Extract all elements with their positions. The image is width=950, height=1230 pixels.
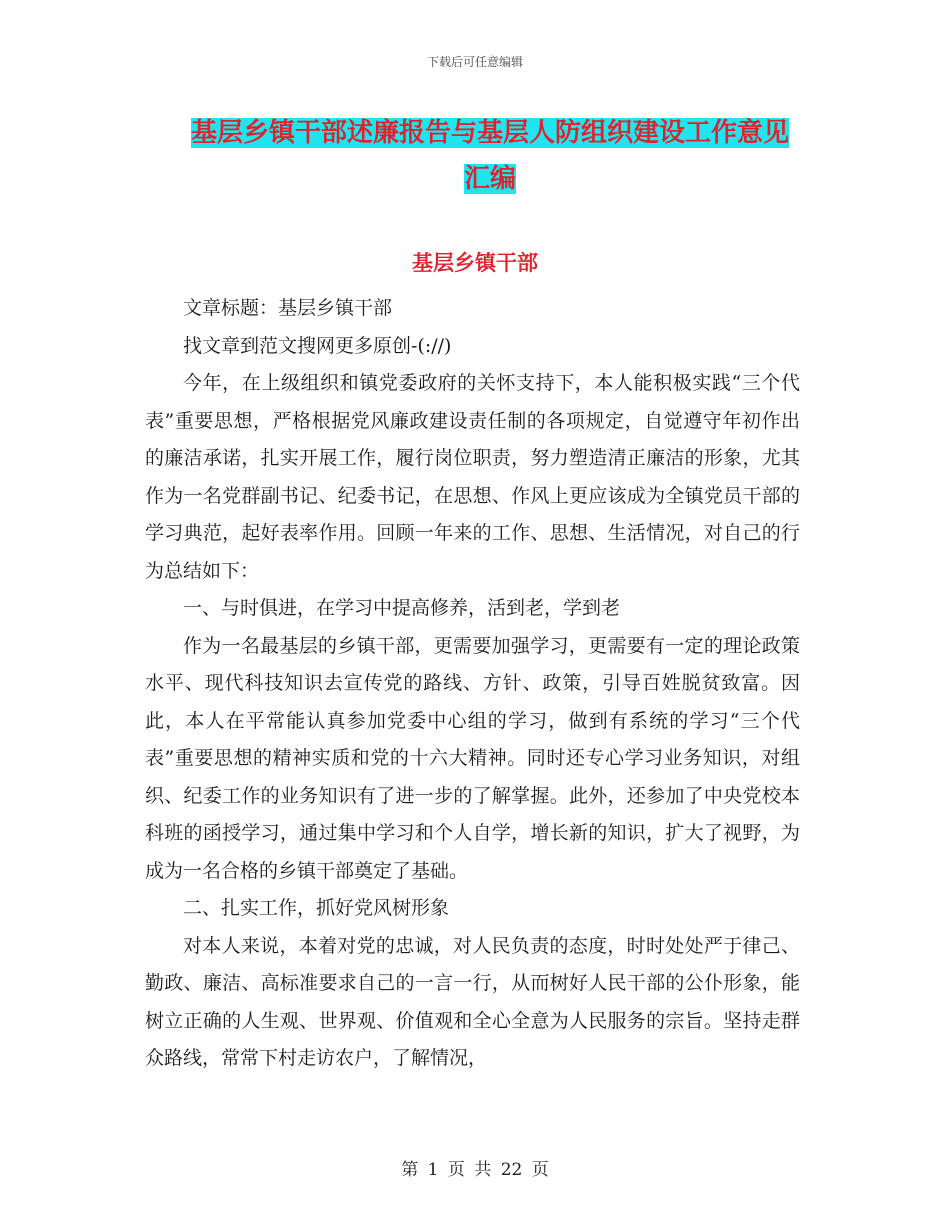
paragraph-heading: 一、与时俱进，在学习中提高修养，活到老，学到老 [183,597,621,619]
section-title: 基层乡镇干部 [412,251,538,275]
page-footer: 第 1 页 共 22 页 [401,1160,549,1180]
document-title-line-1: 基层乡镇干部述廉报告与基层人防组织建设工作意见 [190,118,789,148]
paragraph: 找文章到范文搜网更多原创-(://) [183,334,452,357]
paragraph: 文章标题：基层乡镇干部 [183,297,393,319]
document-body [145,290,800,1078]
paragraph-heading: 二、扎实工作，抓好党风树形象 [183,897,450,919]
paragraph: 今年，在上级组织和镇党委政府的关怀支持下，本人能积极实践“三个代表”重要思想，严格根据党风廉政建设责任制的各项规定，自觉遵守年初作出的廉洁承诺，扎实开展工作，履行岗位职责，努力塑造清正廉洁的形象，尤其作为一名党群副书记、纪委书记，在思想、作风上更应该成为全镇党员干部的学习典范，起好表率作用。回顾一年来的工作、思想、生活情况，对自己的行为总结如下： [145,372,800,582]
document-title-line-2: 汇编 [463,164,516,194]
paragraph: 对本人来说，本着对党的忠诚，对人民负责的态度，时时处处严于律己、勤政、廉洁、高标准要求自己的一言一行，从而树好人民干部的公仆形象，能树立正确的人生观、世界观、价值观和全心全意为人民服务的宗旨。坚持走群众路线，常常下村走访农户，了解情况， [145,934,800,1069]
header-note: 下载后可任意编辑 [426,55,523,69]
document-title [140,110,840,202]
paragraph: 作为一名最基层的乡镇干部，更需要加强学习，更需要有一定的理论政策水平、现代科技知识去宣传党的路线、方针、政策，引导百姓脱贫致富。因此，本人在平常能认真参加党委中心组的学习，做到有系统的学习“三个代表”重要思想的精神实质和党的十六大精神。同时还专心学习业务知识，对组织、纪委工作的业务知识有了进一步的了解掌握。此外，还参加了中央党校本科班的函授学习，通过集中学习和个人自学，增长新的知识，扩大了视野，为成为一名合格的乡镇干部奠定了基础。 [145,634,800,882]
